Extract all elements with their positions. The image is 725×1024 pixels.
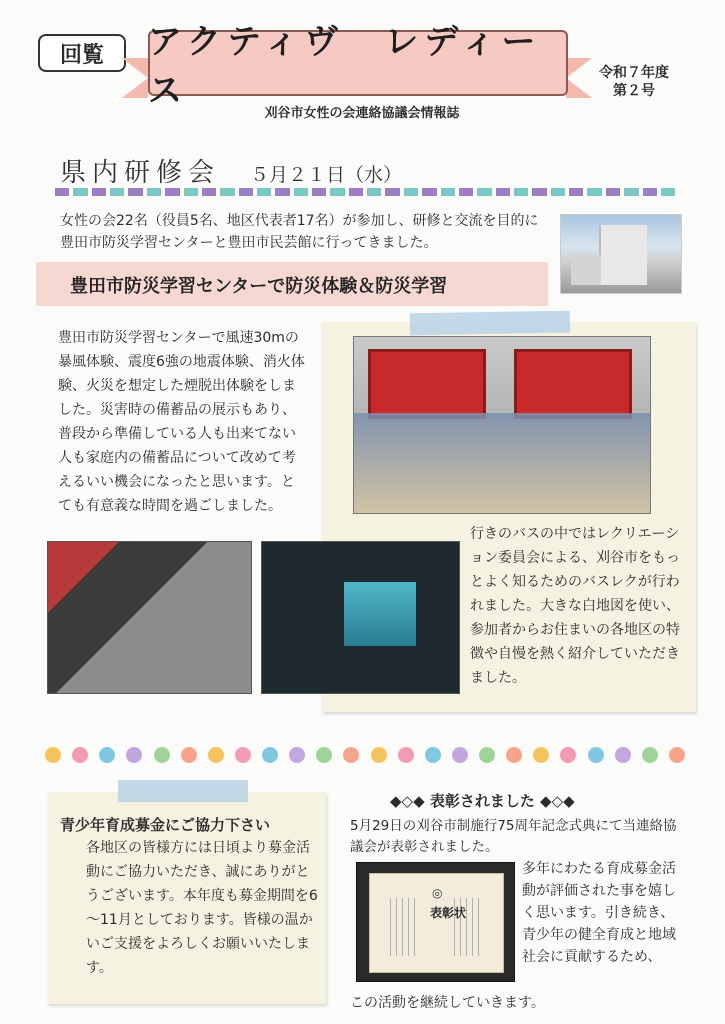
divider-dot (643, 188, 657, 196)
divider-dot (349, 188, 363, 196)
separator-dot (588, 747, 604, 763)
separator-dot (669, 747, 685, 763)
divider-dot (294, 188, 308, 196)
award-title: ◆◇◆ 表彰されました ◆◇◆ (390, 792, 575, 810)
divider-dot (330, 188, 344, 196)
divider-dot (367, 188, 381, 196)
divider-dot (532, 188, 546, 196)
divider-dot (441, 188, 455, 196)
separator-dot (452, 747, 468, 763)
separator-dot (316, 747, 332, 763)
separator-dot (615, 747, 631, 763)
divider-dot (661, 188, 675, 196)
divider-dot (404, 188, 418, 196)
divider-dot (128, 188, 142, 196)
divider-dot (55, 188, 69, 196)
newsletter-title: アクティヴ レディース (148, 22, 542, 111)
tape-decoration (410, 311, 570, 336)
divider-dot (110, 188, 124, 196)
separator-dot (45, 747, 61, 763)
separator-dot (181, 747, 197, 763)
divider-dot (92, 188, 106, 196)
divider-dot (459, 188, 473, 196)
divider-dot (257, 188, 271, 196)
separator-dot (126, 747, 142, 763)
fundraising-text: 各地区の皆様方には日頃より募金活動にご協力いただき、誠にありがとうございます。本年度も募金期間を6～11月としております。皆様の温かいご支援をよろしくお願いいたします。 (86, 840, 318, 976)
building-photo (560, 214, 682, 294)
award-lead: 5月29日の刈谷市制施行75周年記念式典にて当連絡協議会が表彰されました。 (350, 818, 677, 855)
divider-dot (551, 188, 565, 196)
separator-dot (506, 747, 522, 763)
divider-dot (569, 188, 583, 196)
separator-dot (533, 747, 549, 763)
award-closing: この活動を継続していきます。 (350, 995, 545, 1011)
dotted-divider (55, 188, 675, 196)
divider-dot (514, 188, 528, 196)
award-text: 多年にわたる育成募金活動が評価された事を嬉しく思います。引き続き、青少年の健全育成と地域社会に貢献するため、 (522, 861, 676, 965)
certificate-heading: 表彰状 (430, 906, 467, 920)
separator-dot (262, 747, 278, 763)
separator-dot (560, 747, 576, 763)
divider-dot (165, 188, 179, 196)
divider-dot (202, 188, 216, 196)
separator-dot (343, 747, 359, 763)
separator-dot (425, 747, 441, 763)
subheading: 豊田市防災学習センターで防災体験＆防災学習 (70, 276, 448, 297)
divider-dot (147, 188, 161, 196)
bus-recreation-text: 行きのバスの中ではレクリエーション委員会による、刈谷市をもっとよく知るためのバスレクが行われました。大きな白地図を使い、参加者からお住まいの各地区の特徴や自慢を熱く紹介していただきました。 (470, 526, 680, 686)
dot-separator (45, 744, 685, 766)
simulation-photo (261, 541, 460, 694)
disaster-center-text: 豊田市防災学習センターで風速30mの暴風体験、震度6強の地震体験、消火体験、火災を想定した煙脱出体験をしました。災害時の備蓄品の展示もあり、普段から準備している人も出来てない人も家庭内の備蓄品について改めて考えるいい機会になったと思います。とても有意義な時間を過ごしました。 (58, 330, 305, 514)
group-photo (353, 336, 651, 514)
issue-number: 第２号 (613, 83, 655, 99)
section-date: ５月２１日（水） (250, 164, 403, 186)
separator-dot (99, 747, 115, 763)
separator-dot (642, 747, 658, 763)
divider-dot (184, 188, 198, 196)
tape-decoration (118, 780, 248, 802)
separator-dot (371, 747, 387, 763)
newsletter-subtitle: 刈谷市女性の会連絡協議会情報誌 (264, 106, 460, 121)
exhibit-photo (47, 541, 252, 694)
divider-dot (73, 188, 87, 196)
fiscal-year: 令和７年度 (599, 65, 669, 81)
divider-dot (220, 188, 234, 196)
banner-ribbon-left (122, 58, 148, 98)
divider-dot (312, 188, 326, 196)
separator-dot (72, 747, 88, 763)
divider-dot (422, 188, 436, 196)
divider-dot (385, 188, 399, 196)
circulation-label: 回覧 (38, 34, 126, 72)
emblem-icon: ◎ (432, 886, 443, 900)
separator-dot (154, 747, 170, 763)
divider-dot (606, 188, 620, 196)
separator-dot (235, 747, 251, 763)
separator-dot (289, 747, 305, 763)
separator-dot (398, 747, 414, 763)
divider-dot (496, 188, 510, 196)
separator-dot (208, 747, 224, 763)
separator-dot (479, 747, 495, 763)
divider-dot (275, 188, 289, 196)
divider-dot (624, 188, 638, 196)
section-title: 県内研修会 (60, 158, 221, 188)
intro-text: 女性の会22名（役員5名、地区代表者17名）が参加し、研修と交流を目的に豊田市防災学習センターと豊田市民芸館に行ってきました。 (60, 213, 539, 251)
divider-dot (587, 188, 601, 196)
certificate-photo (356, 862, 515, 982)
divider-dot (477, 188, 491, 196)
issue-info (584, 64, 684, 100)
fundraising-title: 青少年育成募金にご協力下さい (60, 816, 271, 834)
divider-dot (239, 188, 253, 196)
